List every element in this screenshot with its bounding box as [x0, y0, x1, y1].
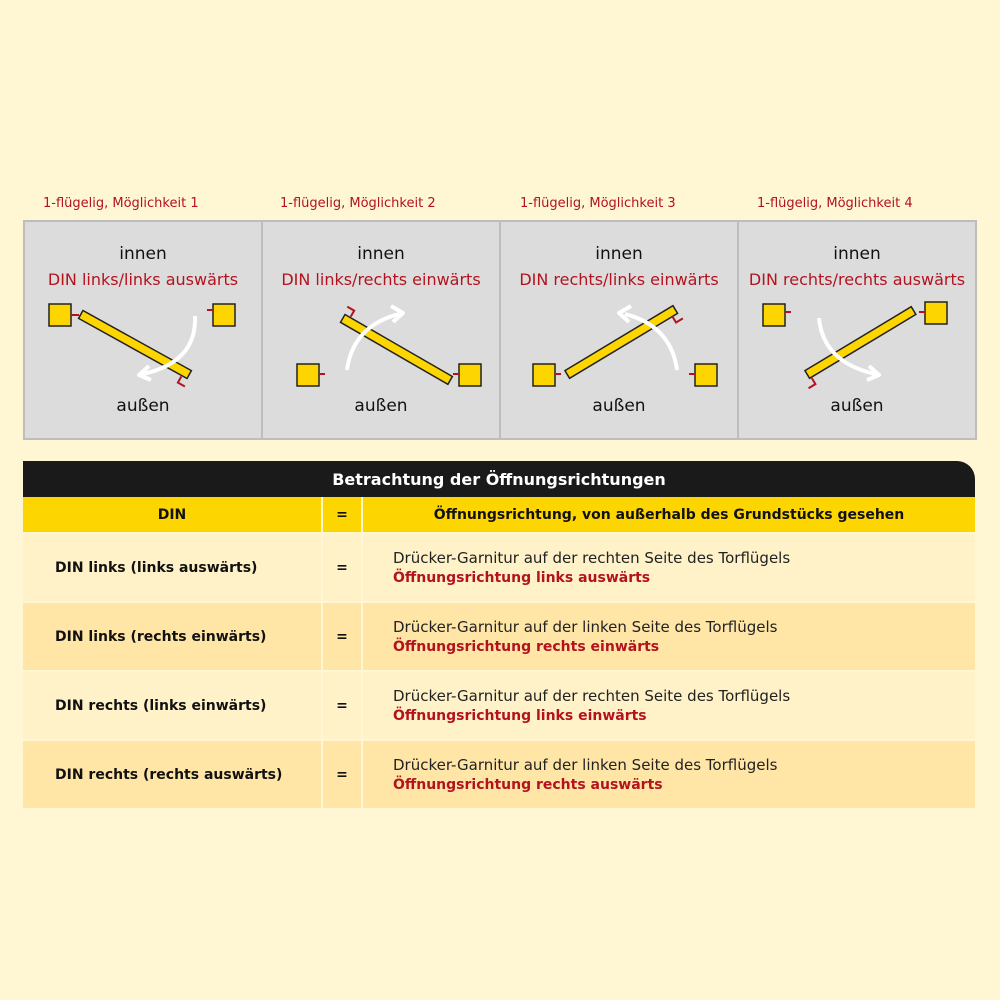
- table-row: [23, 672, 975, 741]
- row-equals: =: [321, 603, 363, 670]
- row-description: [363, 672, 975, 739]
- diagram-panels: [23, 220, 977, 440]
- left-post: [763, 304, 785, 326]
- label-aussen: außen: [354, 396, 408, 416]
- table-row: [23, 603, 975, 672]
- panel-option-4: [739, 222, 975, 438]
- row-opening-direction: Öffnungsrichtung rechts einwärts: [393, 638, 660, 655]
- opening-direction-table: [23, 461, 975, 810]
- header-din: DIN: [157, 506, 187, 523]
- left-post: [533, 364, 555, 386]
- row-opening-direction: Öffnungsrichtung rechts auswärts: [393, 776, 663, 793]
- caption-option-1: 1-flügelig, Möglichkeit 1: [43, 196, 199, 211]
- row-handle-side: Drücker-Garnitur auf der linken Seite des Torflügels: [393, 617, 778, 636]
- label-din: DIN rechts/links einwärts: [519, 270, 719, 289]
- caption-option-4: 1-flügelig, Möglichkeit 4: [757, 196, 913, 211]
- label-innen: innen: [119, 244, 167, 264]
- label-aussen: außen: [116, 396, 170, 416]
- label-innen: innen: [833, 244, 881, 264]
- row-din: DIN links (links auswärts): [55, 559, 258, 576]
- left-post: [297, 364, 319, 386]
- header-equals: =: [321, 497, 363, 532]
- row-din: DIN rechts (links einwärts): [55, 697, 267, 714]
- left-post: [49, 304, 71, 326]
- panel-option-3: [501, 222, 739, 438]
- header-direction: Öffnungsrichtung, von außerhalb des Grundstücks gesehen: [433, 506, 905, 523]
- label-aussen: außen: [830, 396, 884, 416]
- row-equals: =: [321, 534, 363, 601]
- panel-option-1: [25, 222, 263, 438]
- table-title: Betrachtung der Öffnungsrichtungen: [23, 461, 975, 497]
- row-din: DIN rechts (rechts auswärts): [55, 766, 283, 783]
- row-description: [363, 741, 975, 808]
- row-equals: =: [321, 672, 363, 739]
- label-aussen: außen: [592, 396, 646, 416]
- row-opening-direction: Öffnungsrichtung links auswärts: [393, 569, 651, 586]
- right-post: [459, 364, 481, 386]
- label-din: DIN links/links auswärts: [47, 270, 239, 289]
- gate-leaf: [75, 311, 193, 387]
- caption-option-3: 1-flügelig, Möglichkeit 3: [520, 196, 676, 211]
- row-description: [363, 603, 975, 670]
- table-row: [23, 741, 975, 810]
- right-post: [695, 364, 717, 386]
- row-handle-side: Drücker-Garnitur auf der rechten Seite des Torflügels: [393, 686, 791, 705]
- label-innen: innen: [357, 244, 405, 264]
- row-din: DIN links (rechts einwärts): [55, 628, 267, 645]
- table-row: [23, 534, 975, 603]
- right-post: [213, 304, 235, 326]
- right-post: [925, 302, 947, 324]
- label-din: DIN links/rechts einwärts: [281, 270, 481, 289]
- row-opening-direction: Öffnungsrichtung links einwärts: [393, 707, 647, 724]
- row-description: [363, 534, 975, 601]
- arrow-icon: [143, 316, 195, 374]
- row-equals: =: [321, 741, 363, 808]
- caption-option-2: 1-flügelig, Möglichkeit 2: [280, 196, 436, 211]
- panel-option-2: [263, 222, 501, 438]
- table-header-row: [23, 497, 975, 534]
- label-din: DIN rechts/rechts auswärts: [748, 270, 966, 289]
- row-handle-side: Drücker-Garnitur auf der linken Seite des Torflügels: [393, 755, 778, 774]
- label-innen: innen: [595, 244, 643, 264]
- row-handle-side: Drücker-Garnitur auf der rechten Seite des Torflügels: [393, 548, 791, 567]
